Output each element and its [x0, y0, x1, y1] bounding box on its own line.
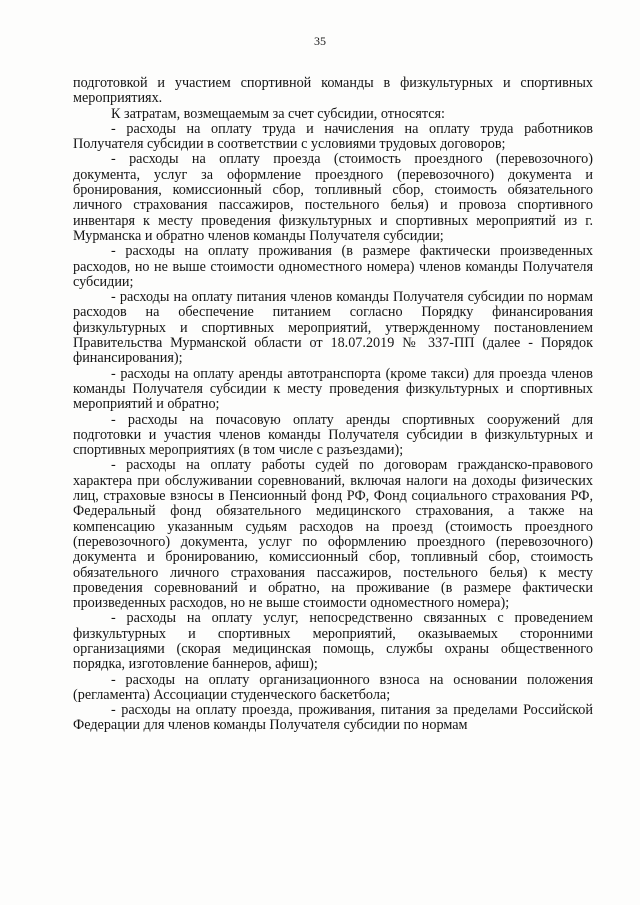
paragraph-referee-costs: - расходы на оплату работы судей по договорам гражданско-правового характера при обслуживании соревнований, включая налоги на доходы физических лиц, страховые взносы в Пенсионный фонд РФ, Фонд социального страхования РФ, Федеральный фонд обязательного медицинского страхования, а также на компенсацию указанным судьям расходов на проезд (стоимость проездного (перевозочного) документа, услуг по оформлению проездного (перевозочного) документа и бронированию, комиссионный сбор, топливный сбор, стоимость обязательного личного страхования пассажиров, постельного белья) к месту проведения соревнований и обратно, на проживание (в размере фактически произведенных расходов, но не выше стоимости одноместного номера); — [73, 457, 593, 612]
paragraph-continuation: подготовкой и участием спортивной команды в физкультурных и спортивных мероприятиях. — [73, 75, 593, 107]
paragraph-venue-rental-costs: - расходы на почасовую оплату аренды спортивных сооружений для подготовки и участия членов команды Получателя субсидии в физкультурных и спортивных мероприятиях (в том числе с разъездами); — [73, 411, 593, 459]
paragraph-services-costs: - расходы на оплату услуг, непосредственно связанных с проведением физкультурных и спортивных мероприятий, оказываемых сторонними организациями (скорая медицинская помощь, службы охраны общественного порядка, изготовление баннеров, афиш); — [73, 610, 593, 673]
paragraph-accommodation-costs: - расходы на оплату проживания (в размере фактически произведенных расходов, но не выше стоимости одноместного номера) членов команды Получателя субсидии; — [73, 243, 593, 290]
paragraph-travel-costs: - расходы на оплату проезда (стоимость проездного (перевозочного) документа, услуг за оформление проездного (перевозочного) документа и бронирования, комиссионный сбор, топливный сбор, стоимость обязательного личного страхования пассажиров, постельного белья) и провоза спортивного инвентаря к месту проведения физкультурных и спортивных мероприятий из г. Мурманска и обратно членов команды Получателя субсидии; — [73, 151, 593, 244]
paragraph-abroad-costs: - расходы на оплату проезда, проживания, питания за пределами Российской Федерации для членов команды Получателя субсидии по нормам — [73, 702, 593, 734]
paragraph-costs-intro: К затратам, возмещаемым за счет субсидии, относятся: — [111, 105, 445, 122]
page-number: 35 — [314, 34, 326, 48]
paragraph-labor-costs: - расходы на оплату труда и начисления на оплату труда работников Получателя субсидии в соответствии с условиями трудовых договоров; — [73, 120, 593, 153]
paragraph-meal-costs: - расходы на оплату питания членов команды Получателя субсидии по нормам расходов на обеспечение питанием согласно Порядку финансирования физкультурных и спортивных мероприятий, утвержденному постановлением Правительства Мурманской области от 18.07.2019 № 337-ПП (далее - Порядок финансирования); — [73, 289, 593, 367]
document-body — [73, 76, 593, 734]
paragraph-organizational-fee: - расходы на оплату организационного взноса на основании положения (регламента) Ассоциации студенческого баскетбола; — [73, 671, 593, 703]
paragraph-vehicle-rental-costs: - расходы на оплату аренды автотранспорта (кроме такси) для проезда членов команды Получателя субсидии к месту проведения физкультурных и спортивных мероприятий и обратно; — [73, 365, 593, 413]
